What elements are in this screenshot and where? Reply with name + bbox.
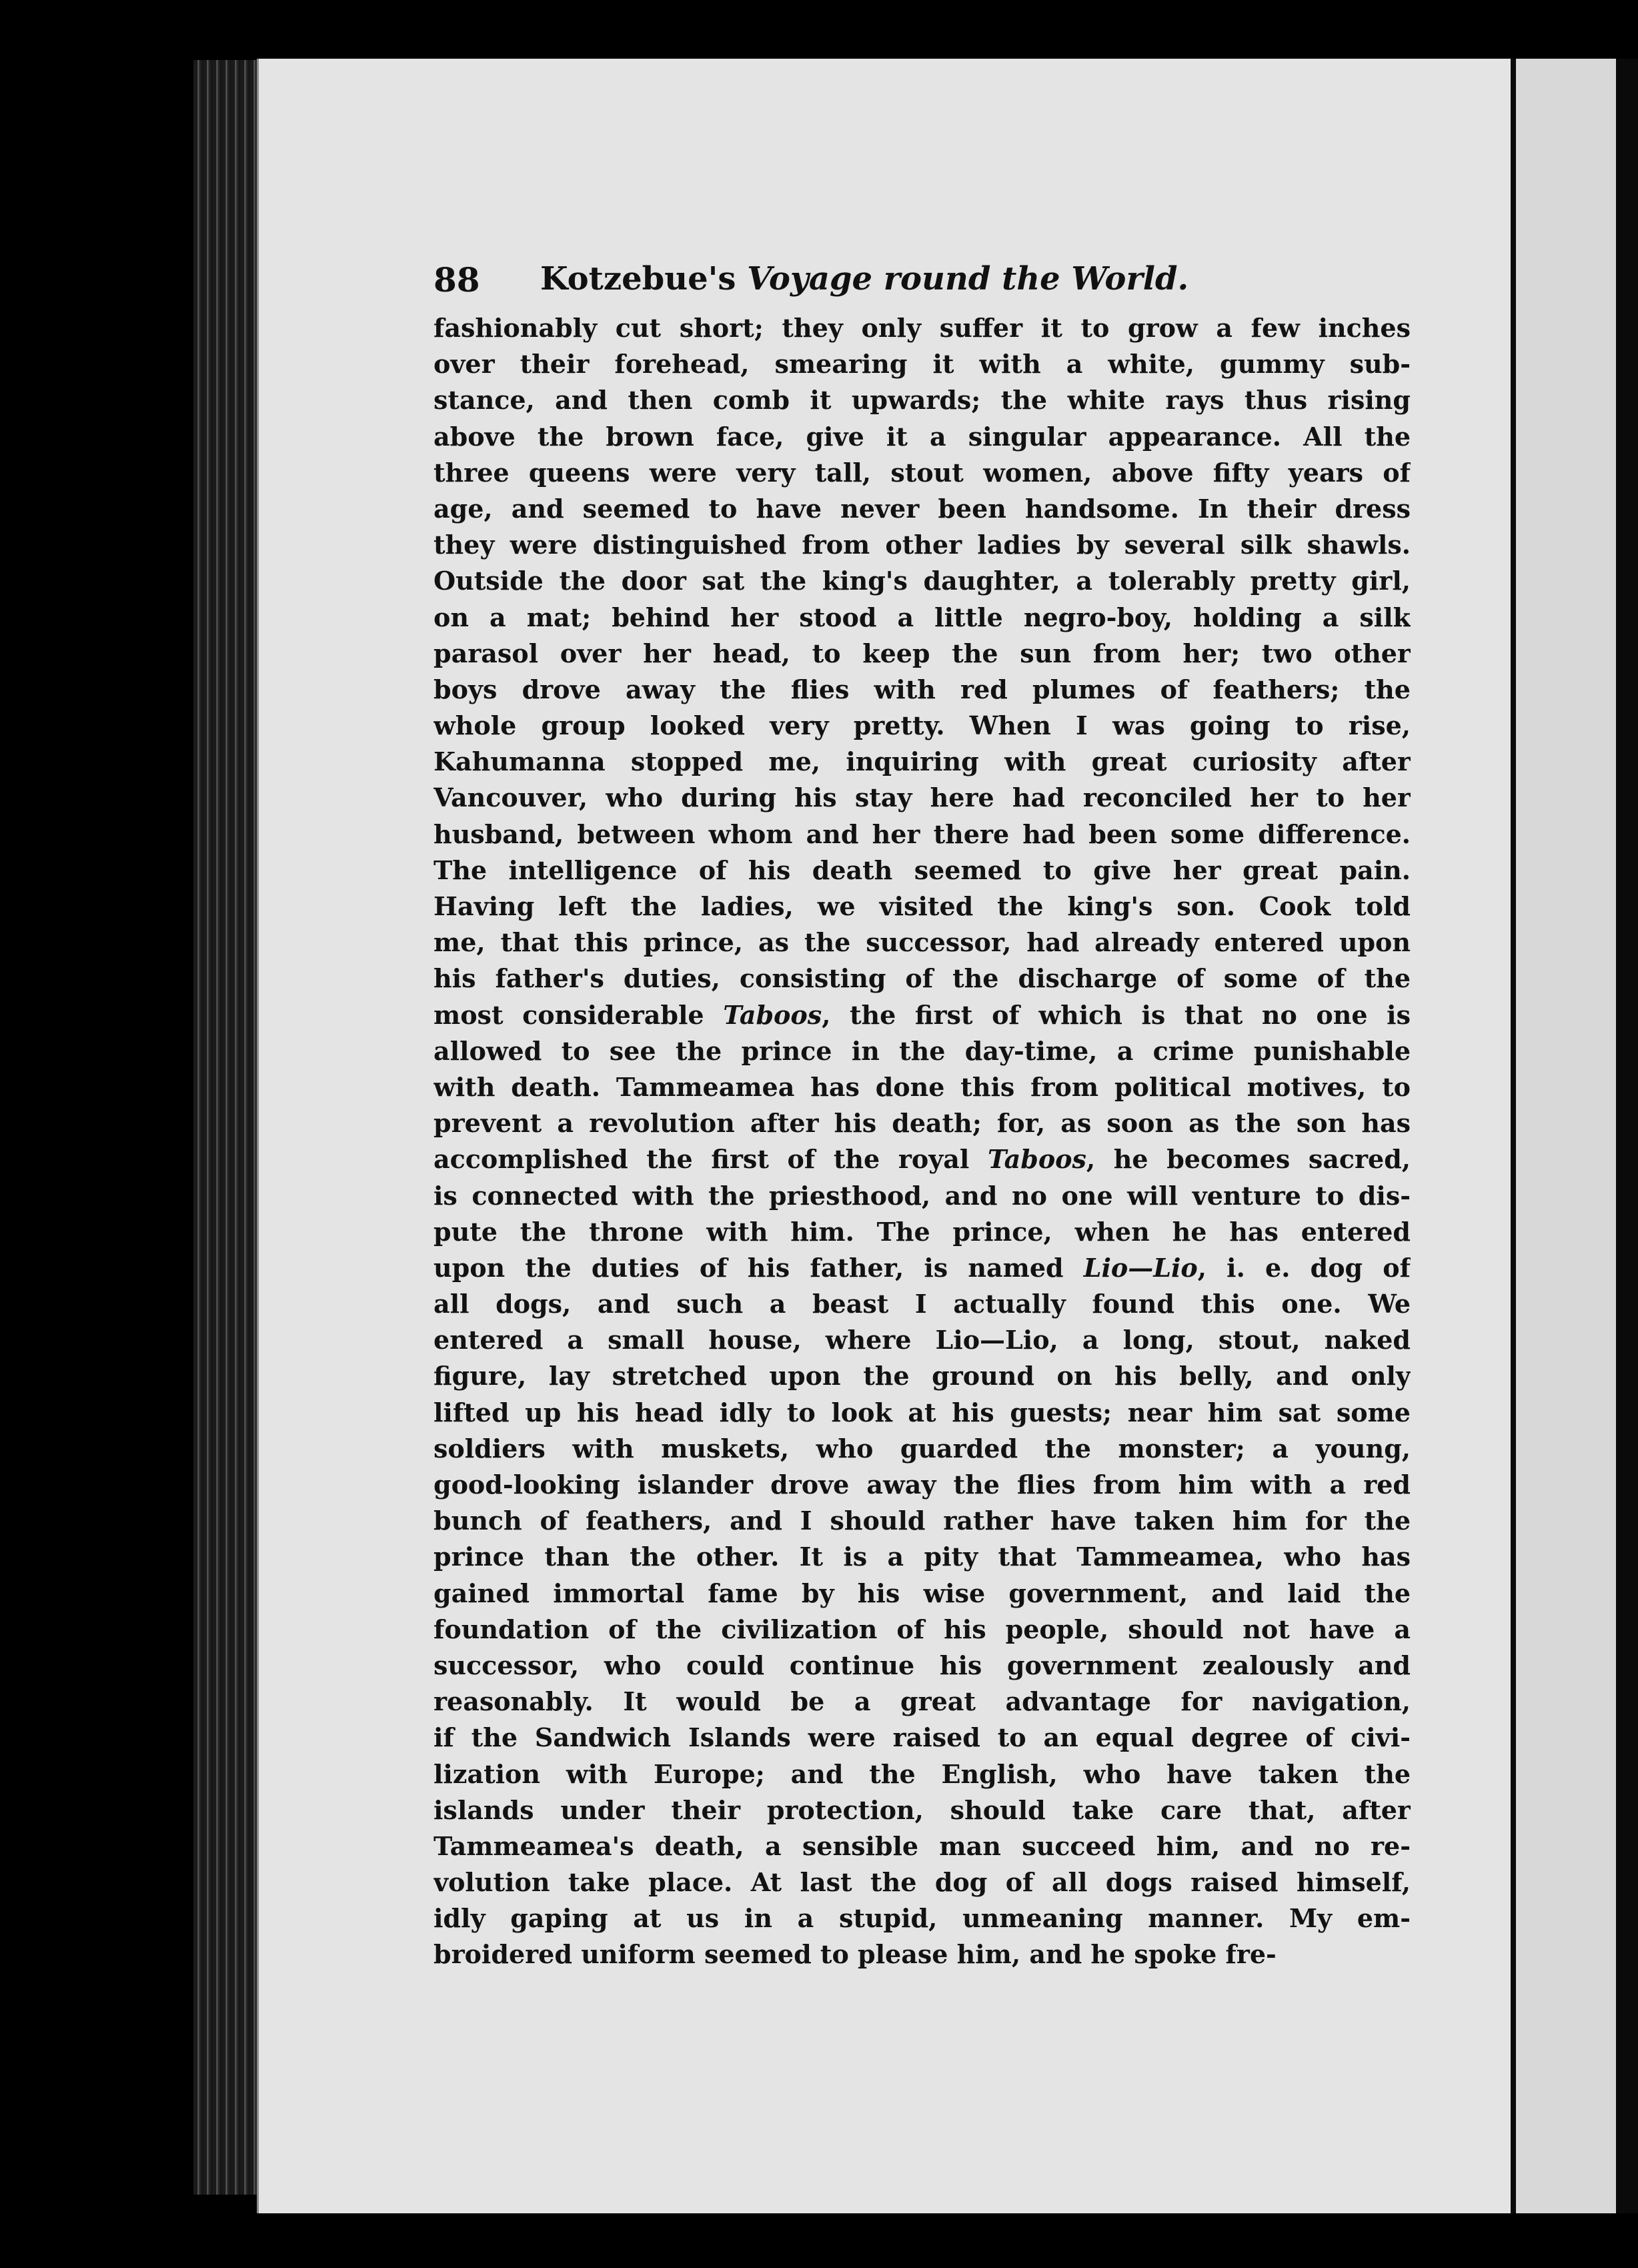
text-line: whole group looked very pretty. When I was going to rise, bbox=[434, 710, 1411, 741]
text-line: they were distinguished from other ladies by several silk shawls. bbox=[434, 530, 1411, 560]
text-line: stance, and then comb it upwards; the white rays thus rising bbox=[434, 385, 1411, 416]
text-line: his father's duties, consisting of the discharge of some of the bbox=[434, 963, 1411, 994]
text-line: foundation of the civilization of his people, should not have a bbox=[434, 1614, 1411, 1644]
text-line: age, and seemed to have never been handsome. In their dress bbox=[434, 493, 1411, 524]
adjacent-page-sliver bbox=[1516, 59, 1616, 2213]
text-line: on a mat; behind her stood a little negro-boy, holding a silk bbox=[434, 602, 1411, 632]
text-line: Kahumanna stopped me, inquiring with great curiosity after bbox=[434, 746, 1411, 777]
running-title bbox=[540, 260, 1188, 298]
body-text bbox=[434, 310, 1411, 1973]
text-line: prevent a revolution after his death; for, as soon as the son has bbox=[434, 1108, 1411, 1139]
text-line: idly gaping at us in a stupid, unmeaning manner. My em- bbox=[434, 1903, 1411, 1934]
text-line: Tammeamea's death, a sensible man succeed him, and no re- bbox=[434, 1830, 1411, 1861]
text-line: me, that this prince, as the successor, had already entered upon bbox=[434, 927, 1411, 958]
running-title-italic: Voyage round the World. bbox=[747, 260, 1189, 298]
text-line: parasol over her head, to keep the sun from her; two other bbox=[434, 638, 1411, 668]
text-line: accomplished the first of the royal Taboos, he becomes sacred, bbox=[434, 1144, 1411, 1175]
text-line: entered a small house, where Lio—Lio, a long, stout, naked bbox=[434, 1325, 1411, 1355]
text-line: good-looking islander drove away the flies from him with a red bbox=[434, 1470, 1411, 1500]
text-line: figure, lay stretched upon the ground on his belly, and only bbox=[434, 1361, 1411, 1391]
text-line: islands under their protection, should take care that, after bbox=[434, 1794, 1411, 1825]
running-head bbox=[434, 260, 1401, 307]
text-line: lization with Europe; and the English, who have taken the bbox=[434, 1758, 1411, 1789]
text-line: prince than the other. It is a pity that Tammeamea, who has bbox=[434, 1542, 1411, 1572]
text-line: with death. Tammeamea has done this from political motives, to bbox=[434, 1071, 1411, 1102]
text-line: broidered uniform seemed to please him, and he spoke fre- bbox=[434, 1939, 1277, 1970]
text-line: upon the duties of his father, is named Lio—Lio, i. e. dog of bbox=[434, 1252, 1411, 1283]
text-line: bunch of feathers, and I should rather have taken him for the bbox=[434, 1506, 1411, 1536]
text-line: most considerable Taboos, the first of which is that no one is bbox=[434, 999, 1411, 1030]
text-line: if the Sandwich Islands were raised to an equal degree of civi- bbox=[434, 1722, 1411, 1753]
text-line: soldiers with muskets, who guarded the monster; a young, bbox=[434, 1433, 1411, 1464]
text-line: Outside the door sat the king's daughter, a tolerably pretty girl, bbox=[434, 566, 1411, 596]
text-line: gained immortal fame by his wise government, and laid the bbox=[434, 1578, 1411, 1608]
text-line: reasonably. It would be a great advantage for navigation, bbox=[434, 1686, 1411, 1717]
text-line: three queens were very tall, stout women, above fifty years of bbox=[434, 457, 1411, 488]
page-number: 88 bbox=[434, 260, 480, 300]
text-line: Having left the ladies, we visited the king's son. Cook told bbox=[434, 891, 1411, 921]
text-line: pute the throne with him. The prince, when he has entered bbox=[434, 1216, 1411, 1247]
text-line: above the brown face, give it a singular appearance. All the bbox=[434, 421, 1411, 452]
text-line: successor, who could continue his government zealously and bbox=[434, 1650, 1411, 1680]
text-line: all dogs, and such a beast I actually found this one. We bbox=[434, 1289, 1411, 1319]
text-line: fashionably cut short; they only suffer it to grow a few inches bbox=[434, 313, 1411, 343]
text-line: over their forehead, smearing it with a white, gummy sub- bbox=[434, 349, 1411, 380]
text-line: is connected with the priesthood, and no one will venture to dis- bbox=[434, 1180, 1411, 1211]
book-spine-edge bbox=[193, 60, 257, 2195]
text-line: Vancouver, who during his stay here had reconciled her to her bbox=[434, 782, 1411, 813]
text-line: allowed to see the prince in the day-time, a crime punishable bbox=[434, 1035, 1411, 1066]
text-line: The intelligence of his death seemed to give her great pain. bbox=[434, 855, 1411, 885]
text-line: lifted up his head idly to look at his guests; near him sat some bbox=[434, 1397, 1411, 1428]
text-line: volution take place. At last the dog of all dogs raised himself, bbox=[434, 1867, 1411, 1898]
text-line: boys drove away the flies with red plumes of feathers; the bbox=[434, 674, 1411, 704]
running-title-author: Kotzebue's bbox=[540, 260, 748, 298]
adjacent-page-edge bbox=[1511, 59, 1638, 2213]
text-line: husband, between whom and her there had been some difference. bbox=[434, 818, 1411, 849]
